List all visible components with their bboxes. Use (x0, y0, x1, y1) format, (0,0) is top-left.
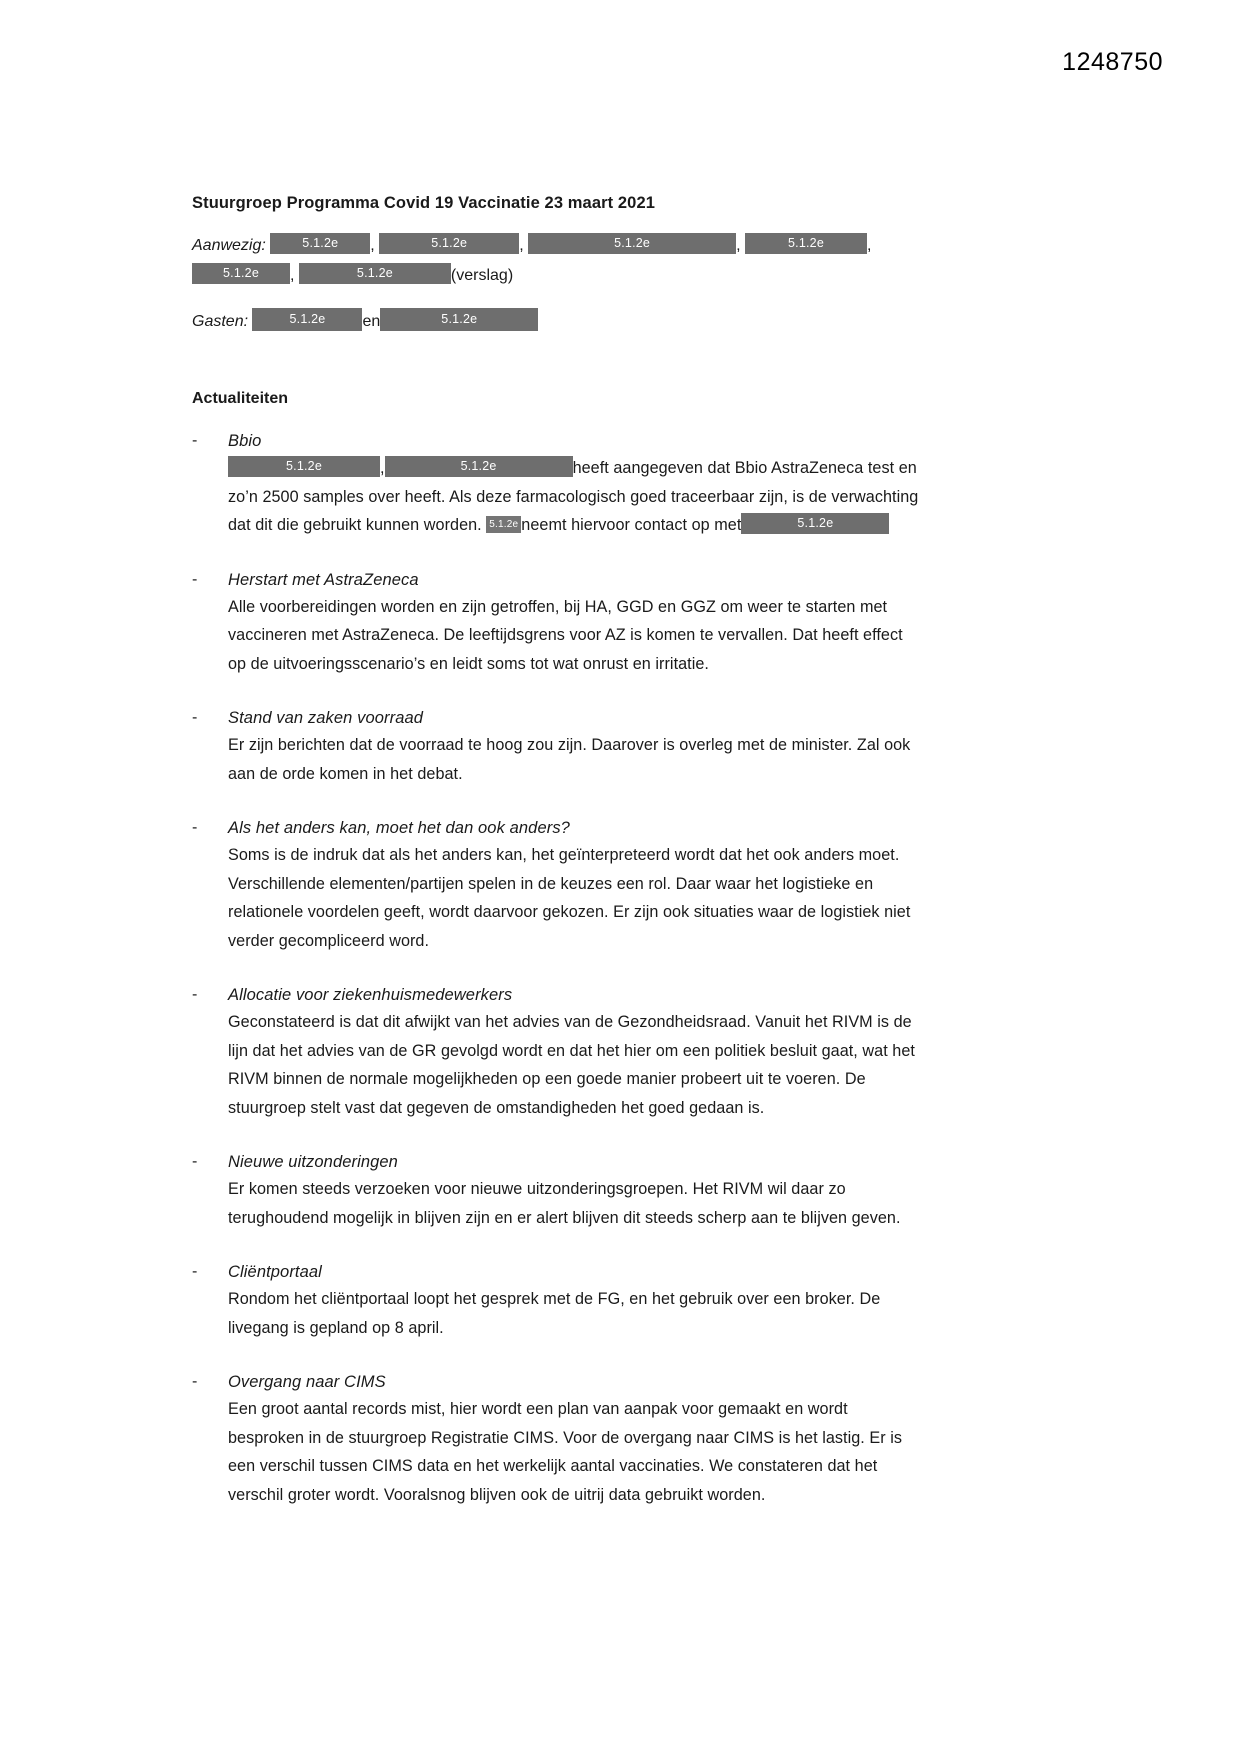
list-item (192, 705, 924, 788)
comma-separator: , (380, 459, 385, 478)
list-item (192, 982, 924, 1122)
redaction-box: 5.1.2e (379, 233, 519, 254)
item-body (228, 454, 924, 540)
item-body-tail: neemt hiervoor contact op met (521, 516, 742, 535)
item-title: Als het anders kan, moet het dan ook anders? (228, 819, 570, 838)
bullet-dash: - (192, 709, 198, 727)
bullet-dash: - (192, 1153, 198, 1171)
item-title: Herstart met AstraZeneca (228, 570, 419, 589)
attendees-line (192, 232, 924, 260)
document-number: 1248750 (1062, 48, 1163, 76)
redaction-box: 5.1.2e (270, 233, 370, 254)
redaction-box: 5.1.2e (741, 513, 889, 534)
comma-separator: , (370, 237, 375, 255)
redaction-box: 5.1.2e (380, 308, 538, 331)
en-separator: en (362, 313, 381, 331)
bullet-dash: - (192, 819, 198, 837)
item-body: Er komen steeds verzoeken voor nieuwe uitzonderingsgroepen. Het RIVM wil daar zo terughoudend mogelijk in blijven zijn en er alert blijven dit steeds scherp aan te blijven geven. (228, 1180, 901, 1227)
document-content (192, 192, 924, 1536)
list-item (192, 428, 924, 540)
redaction-box: 5.1.2e (252, 308, 362, 331)
redaction-box: 5.1.2e (192, 263, 290, 284)
item-body: Er zijn berichten dat de voorraad te hoog zou zijn. Daarover is overleg met de minister. Zal ook aan de orde komen in het debat. (228, 736, 911, 783)
bullet-dash: - (192, 570, 198, 588)
item-title: Stand van zaken voorraad (228, 709, 424, 728)
item-body-text: heeft aangegeven dat Bbio AstraZeneca test en zo’n 2500 samples over heeft. Als deze farmacologisch goed traceerbaar zijn, is de verwachting dat dit die gebruikt kunnen worden. (228, 459, 919, 535)
item-title: Allocatie voor ziekenhuismedewerkers (228, 986, 513, 1005)
list-item (192, 1259, 924, 1342)
redaction-box: 5.1.2e (486, 516, 521, 533)
item-title: Overgang naar CIMS (228, 1373, 386, 1392)
item-body: Alle voorbereidingen worden en zijn getroffen, bij HA, GGD en GGZ om weer te starten met vaccineren met AstraZeneca. De leeftijdsgrens voor AZ is komen te vervallen. Dat heeft effect op de uitvoeringsscenario’s en leidt soms tot wat onrust en irritatie. (228, 597, 903, 673)
bullet-dash: - (192, 1373, 198, 1391)
section-heading-actualiteiten: Actualiteiten (192, 390, 289, 408)
redaction-box: 5.1.2e (385, 456, 573, 477)
item-body: Rondom het cliëntportaal loopt het gesprek met de FG, en het gebruik over een broker. De livegang is gepland op 8 april. (228, 1290, 881, 1337)
list-item (192, 815, 924, 955)
page-title: Stuurgroep Programma Covid 19 Vaccinatie 23 maart 2021 (192, 194, 656, 212)
guests-line (192, 308, 924, 336)
item-body: Een groot aantal records mist, hier wordt een plan van aanpak voor gemaakt en wordt besproken in de stuurgroep Registratie CIMS. Voor de overgang naar CIMS is het lastig. Er is een verschil tussen CIMS data en het werkelijk aantal vaccinaties. We constateren dat het verschil groter wordt. Vooralsnog blijven ook de uitrij data gebruikt worden. (228, 1400, 903, 1504)
redaction-box: 5.1.2e (528, 233, 736, 254)
bullet-dash: - (192, 432, 198, 450)
comma-separator: , (519, 237, 524, 255)
comma-separator: , (736, 237, 741, 255)
item-title: Bbio (228, 432, 262, 451)
bullet-dash: - (192, 1263, 198, 1281)
list-item (192, 1369, 924, 1509)
redaction-box: 5.1.2e (299, 263, 451, 284)
verslag-note: (verslag) (450, 267, 514, 285)
attendees-label: Aanwezig: (192, 237, 266, 255)
list-item (192, 567, 924, 679)
list-item (192, 1149, 924, 1232)
redaction-box: 5.1.2e (228, 456, 380, 477)
item-body: Soms is de indruk dat als het anders kan, het geïnterpreteerd wordt dat het ook anders moet. Verschillende elementen/partijen spelen in de keuzes een rol. Daar waar het logistieke en relationele voordelen geeft, wordt daarvoor gekozen. Er zijn ook situaties waar de logistiek niet verder gecompliceerd word. (228, 846, 911, 950)
comma-separator: , (867, 237, 872, 255)
guests-label: Gasten: (192, 313, 249, 331)
comma-separator: , (290, 267, 295, 285)
item-body: Geconstateerd is dat dit afwijkt van het advies van de Gezondheidsraad. Vanuit het RIVM is de lijn dat het advies van de GR gevolgd wordt en dat het hier om een politiek besluit gaat, wat het RIVM binnen de normale mogelijkheden op een goede manier probeert uit te voeren. De stuurgroep stelt vast dat gegeven de omstandigheden het goed gedaan is. (228, 1013, 915, 1117)
item-title: Cliëntportaal (228, 1263, 322, 1282)
item-title: Nieuwe uitzonderingen (228, 1153, 398, 1172)
attendees-line-two (192, 262, 924, 290)
bullet-dash: - (192, 986, 198, 1004)
redaction-box: 5.1.2e (745, 233, 867, 254)
